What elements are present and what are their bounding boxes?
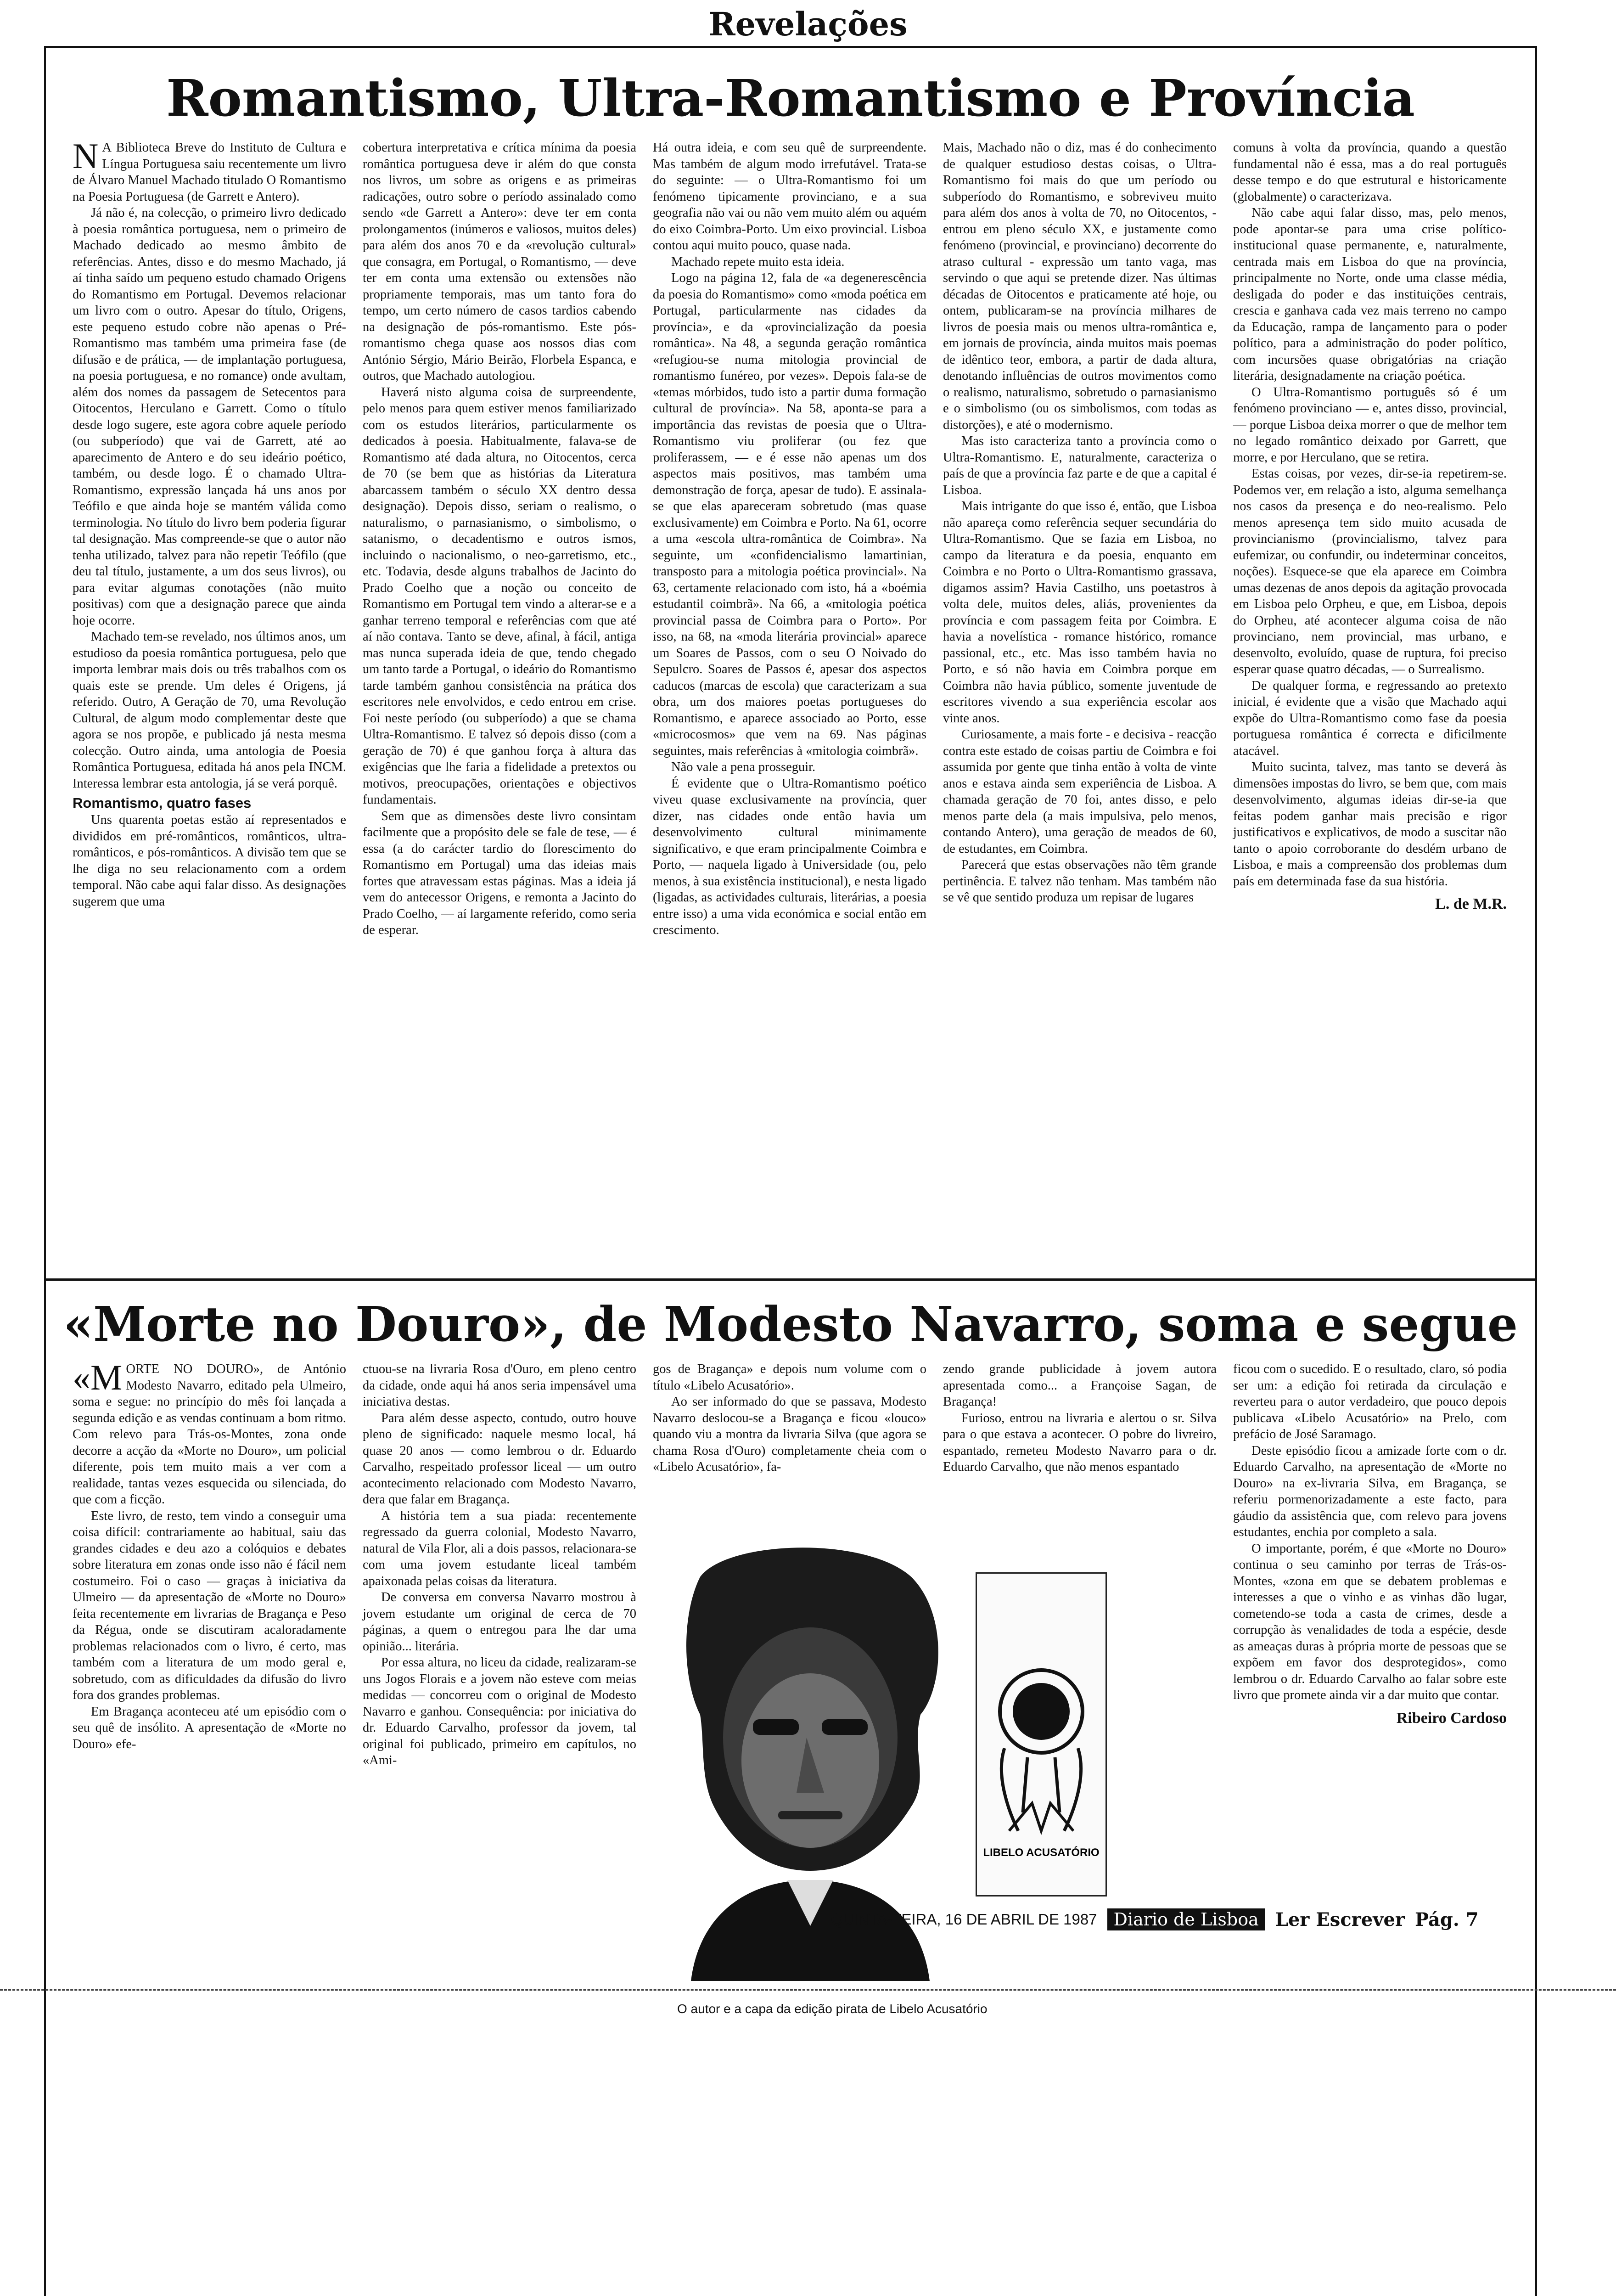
page-number: Pág. 7 [1414,1908,1479,1930]
newspaper-logo: Diario de Lisboa [1107,1908,1265,1930]
article2-headline: «Morte no Douro», de Modesto Navarro, soma e segue [63,1296,1518,1352]
paragraph: Há outra ideia, e com seu quê de surpreendente. Mas também de algum modo irrefutável. Trata-se do seguinte: — o Ultra-Romantismo foi um fenómeno tipicamente provinciano, e a sua geografia não vai ou não vem muito além ou aquém do eixo Coimbra-Porto. Um eixo provincial. Lisboa contou aqui muito pouco, quase nada. [653,141,926,253]
article2-column [1225,1361,1515,2211]
paragraph: De conversa em conversa Navarro mostrou à jovem estudante um original de cerca de 70 páginas, a quem o entregou para lhe dar uma opinião... literária. [363,1590,636,1654]
paragraph: Parecerá que estas observações não têm grande pertinência. E talvez não tenham. Mas também não se vê que sentido produza um repisar de lugares [943,858,1217,905]
paragraph: Já não é, na colecção, o primeiro livro dedicado à poesia romântica portuguesa, nem o primeiro de Machado dedicado ao mesmo âmbito de referências. Antes, disso e do mesmo Machado, já aí tinha saído um pequeno estudo chamado Origens do Romantismo em Portugal. Devemos relacionar um livro com o outro. Apesar do título, Origens, este pequeno estudo cobre não apenas o Pré-Romantismo mas também uma primeira fase (de difusão e de prática, — de implantação portuguesa, na poesia portuguesa, e no romance) onde avultam, além dos nomes da passagem de Setecentos para Oitocentos, Herculano e Garrett. Como o título desde logo sugere, este agora cobre aquele período (ou subperíodo) que vai de Garrett, até ao aparecimento de Antero e do seu ideário poético, também, ou desde logo. É o chamado Ultra-Romantismo, expressão lançada há uns anos por Teófilo e que ainda hoje se mantém válida como terminologia. No título do livro bem poderia figurar tal designação. Mas compreende-se que o autor não tenha utilizado, talvez para não repetir Teófilo (que deu tal título, justamente, a um dos seus livros), ou para evitar algumas conotações (não muito positivas) com que a designação parece que ainda hoje ocorre. [73,206,346,628]
article1-columns [64,140,1515,1265]
article2-column [935,1361,1225,1517]
paragraph: Logo na página 12, fala de «a degenerescência da poesia do Romantismo» como «moda poética em Portugal, particularmente nas cidades da província», e da «provincialização da poesia romântica». Na 48, a segunda geração romântica «refugiou-se numa mitologia provincial de romantismo funéreo, por vezes». Depois fala-se de «temas mórbidos, tudo isto a partir duma formação cultural de província». Na 58, aponta-se para a importância das revistas de poesia que o Ultra-Romantismo viu proliferar (ou fez que proliferassem, — e é esse não apenas um dos aspectos mais positivos, mas também uma demonstração de força, apesar de tudo). E assinala-se que elas apareceram sobretudo (mas quase exclusivamente) em Coimbra e Porto. Na 61, ocorre a uma «escola ultra-romântica de Coimbra». Na seguinte, um «confidencialismo lamartinian, transposto para a mitologia poética provincial». Na 63, certamente relacionado com isto, há a «boémia estudantil coimbrã». Na 66, a «mitologia poética provincial passa de Coimbra para o Porto». Por isso, na 68, na «moda literária provincial» aparece um Soares de Passos, com o seu O Noivado do Sepulcro. Soares de Passos é, apesar dos aspectos caducos (marcas de escola) que caracterizam a sua obra, um dos maiores poetas portugueses do Romantismo, e aparece associado ao Porto, esse «microcosmos» que vem na 69. Nas páginas seguintes, mais referências à «mitologia coimbrã». [653,271,926,758]
paragraph: Deste episódio ficou a amizade forte com o dr. Eduardo Carvalho, na apresentação de «Morte no Douro» na ex-livraria Silva, em Bragança, se referiu pormenorizadamente a este facto, para gáudio da assistência que, com relevo para jovens estudantes, enchia por completo a sala. [1233,1443,1507,1539]
article1-column [64,140,354,1265]
paragraph: Mais intrigante do que isso é, então, que Lisboa não apareça como referência sequer secundária do Ultra-Romantismo. Que se fazia em Lisboa, no campo da literatura e da poesia, enquanto em Coimbra e no Porto o Ultra-Romantismo grassava, digamos assim? Havia Castilho, uns poetastros à volta dele, muitos deles, aliás, provenientes da província e com passagem feita por Coimbra. E havia a novelística - romance histórico, romance passional, etc., etc. Mas isso também havia no Porto, e só não havia em Coimbra porque em Coimbra não havia público, somente juventude de escritores vivendo a sua experiência escolar aos vinte anos. [943,499,1217,726]
footer-date: QUINTA-FEIRA, 16 DE ABRIL DE 1987 [831,1911,1097,1928]
article2-column [64,1361,354,2211]
drop-cap: «M [73,1361,123,1397]
paragraph: Em Bragança aconteceu até um episódio com o seu quê de insólito. A apresentação de «Morte no Douro» efe- [73,1704,346,1751]
paragraph-with-dropcap [73,1361,346,1508]
paragraph: Machado repete muito esta ideia. [671,254,845,269]
article2-column [354,1361,645,2211]
paragraph: Furioso, entrou na livraria e alertou o sr. Silva para o que estava a acontecer. O pobre do livreiro, espantado, remeteu Modesto Navarro para o dr. Eduardo Carvalho, que não menos espantado [943,1411,1217,1474]
paragraph: comuns à volta da província, quando a questão fundamental não é essa, mas a do real português desse tempo e do que estrutural e historicamente (globalmente) o caracterizava. [1233,141,1507,204]
article1-column [935,140,1225,1265]
paragraph: cobertura interpretativa e crítica mínima da poesia romântica portuguesa deve ir além do que consta nos livros, um sobre as origens e as primeiras radicações, outro sobre o período assinalado como sendo «de Garrett a Antero»: deve ter em conta prolongamentos (inúmeros e valiosos, muitos deles) para além dos anos 70 e da «revolução cultural» que consagra, em Portugal, o Romantismo, — deve ter em conta uma extensão ou extensões não propriamente temporais, mas um tanto fora do tempo, um certo número de casos tardios cabendo na designação de pós-romantismo. Este pós-romantismo chega quase aos nossos dias com António Sérgio, Mário Beirão, Florbela Espanca, e outros, que Machado autologiou. [363,141,636,383]
page-footer [831,1906,1479,1933]
paragraph: Ao ser informado do que se passava, Modesto Navarro deslocou-se a Bragança e ficou «louco» quando viu a montra da livraria Silva (que agora se chama Rosa d'Ouro) completamente cheia com o «Libelo Acusatório», fa- [653,1395,926,1474]
paragraph: A Biblioteca Breve do Instituto de Cultura e Língua Portuguesa saiu recentemente um livro de Álvaro Manuel Machado titulado O Romantismo na Poesia Portuguesa (de Garrett e Antero). [73,141,346,204]
paragraph: O Ultra-Romantismo português só é um fenómeno provinciano — e, antes disso, provincial, — porque Lisboa deixa morrer o que de melhor tem no legado romântico deixado por Garrett, que morre, e por Herculano, que se retira. [1233,385,1507,465]
photo-caption: O autor e a capa da edição pirata de Libelo Acusatório [677,2002,988,2016]
paragraph: ctuou-se na livraria Rosa d'Ouro, em pleno centro da cidade, onde aqui há anos seria impensável uma iniciativa destas. [363,1362,636,1409]
paragraph: De qualquer forma, e regressando ao pretexto inicial, é evidente que a visão que Machado aqui expõe do Ultra-Romantismo como fase da poesia portuguesa romântica é correcta e dificilmente atacável. [1233,678,1507,758]
article1-column [354,140,645,1265]
paragraph: zendo grande publicidade à jovem autora apresentada como... a Françoise Sagan, de Bragança! [943,1362,1217,1409]
article-romantismo [44,46,1537,1280]
paragraph: É evidente que o Ultra-Romantismo poético viveu quase exclusivamente na província, quer dizer, nas cidades onde então havia um desenvolvimento cultural minimamente significativo, e que eram principalmente Coimbra e Porto, — naquela ligado à Universidade (ou, pelo menos, à sua existência institucional), e nesta ligado (ligadas, as actividades culturais, literárias, a poesia entre isso) a uma vida económica e social então em crescimento. [653,776,926,937]
article1-column [645,140,935,1265]
paragraph: Haverá nisto alguma coisa de surpreendente, pelo menos para quem estiver menos familiarizado com os estudos literários, particularmente os dedicados à poesia. Habitualmente, falava-se de Romantismo até dada altura, no Oitocentos, cerca de 70 (se bem que as histórias da Literatura abarcassem também o século XX dentro dessa designação). Depois disso, seriam o realismo, o naturalismo, o parnasianismo, o simbolismo, o satanismo, o decadentismo e outros ismos, incluindo o nacionalismo, o neo-garretismo, etc., etc. Todavia, desde alguns trabalhos de Jacinto do Prado Coelho que a noção ou conceito de Romantismo em Portugal tem vindo a alterar-se e a ganhar terreno temporal e referências com que até aí não contava. Tanto se deve, afinal, à fácil, antiga mas nunca superada ideia de que, tendo chegado um tanto tarde a Portugal, o ideário do Romantismo tarde também ganhou consistência na prática dos escritores nele envolvidos, e cedo entrou em crise. Foi neste período (ou subperíodo) a que se chama Ultra-Romantismo. E talvez só depois disso (com a geração de 70) é que ganhou força à altura das exigências que lhe faria a fidelidade a pretextos ou motivos, preocupações, orientações e objectivos fundamentais. [363,385,636,807]
paragraph: Para além desse aspecto, contudo, outro houve pleno de significado: naquele mesmo local, há quase 20 anos — como lembrou o dr. Eduardo Carvalho, respeitado professor liceal — um outro acontecimento relacionado com Modesto Navarro, dera que falar em Bragança. [363,1411,636,1507]
author-signature: L. de M.R. [1435,895,1507,912]
paragraph: ficou com o sucedido. E o resultado, claro, só podia ser um: a edição foi retirada da circulação e reverteu para o autor verdadeiro, que pouco depois publicava «Libelo Acusatório» na Prelo, com prefácio de José Saramago. [1233,1362,1507,1441]
paragraph: Uns quarenta poetas estão aí representados e divididos em pré-românticos, românticos, ultra-românticos, e pós-românticos. A divisão tem que se lhe diga no seu relacionamento com a ordem temporal. Não cabe aqui falar disso. As designações sugerem que uma [73,813,346,909]
paragraph-with-dropcap [73,140,346,205]
author-signature: Ribeiro Cardoso [1396,1709,1507,1727]
paragraph: Machado tem-se revelado, nos últimos anos, um estudioso da poesia romântica portuguesa, pelo que importa lembrar mais dois ou três trabalhos com os quais este se prende. Um deles é Origens, já referido. Outro, A Geração de 70, uma Revolução Cultural, de algum modo complementar deste que agora se nos propõe, e publicado já nesta mesma colecção. Outro ainda, uma antologia de Poesia Romântica Portuguesa, editada há anos pela INCM. Interessa lembrar esta antologia, já se verá porquê. [73,630,346,791]
paragraph: Não cabe aqui falar disso, mas, pelo menos, pode apontar-se para uma crise político-institucional quase permanente, e, naturalmente, centrada mais em Lisboa do que na província, principalmente no Norte, onde uma classe média, desligada do poder e das instituições centrais, crescia e ganhava cada vez mais terreno no campo da Educação, rampa de lançamento para o poder político, para a administração do poder político, com incursões quase obrigatórias na criação literária, designadamente na criação poética. [1233,206,1507,383]
paragraph: Sem que as dimensões deste livro consintam facilmente que a propósito dele se fale de tese, — é essa (a do carácter tardio do florescimento do Romantismo em Portugal) uma das ideias mais fortes que atravessam estas páginas. Mas a ideia já vem do antecessor Origens, e remonta a Jacinto do Prado Coelho, — aí largamente referido, como seria de esperar. [363,809,636,937]
paragraph: O importante, porém, é que «Morte no Douro» continua o seu caminho por terras de Trás-os-Montes, «zona em que se debatem problemas e interesses a que o vinho e as vinhas dão lugar, cometendo-se toda a casta de crimes, desde a corrupção às venalidades de toda a espécie, desde as ameaças duras à própria morte de pessoas que se expõem em favor dos desprotegidos», como lembrou o dr. Eduardo Carvalho ao falar sobre este livro que promete ainda vir a dar muito que contar. [1233,1541,1507,1702]
paragraph: Mais, Machado não o diz, mas é do conhecimento de qualquer estudioso destas coisas, o Ultra-Romantismo foi mais do que um período ou subperíodo do Romantismo, e sobreviveu muito para além dos anos à volta de 70, no Oitocentos, - entrou em pleno século XX, e justamente como fenómeno (provincial, e provinciano) decorrente do atraso cultural - expressão um tanto vaga, mas servindo o que aqui se pretende dizer. Nas últimas décadas de Oitocentos e praticamente até hoje, ou ontem, publicaram-se na província milhares de livros de poesia mais ou menos ultra-romântica e, em jornais de província, ainda muitos mais poemas de idêntico teor, embora, a partir de dada altura, denotando influências de outros movimentos como o realismo, naturalismo, sobretudo o parnasianismo e o simbolismo (ou os simbolismos, com todas as distorções), e até o modernismo. [943,141,1217,432]
footer-section: Ler Escrever [1275,1908,1405,1930]
subheading: Romantismo, quatro fases [73,795,252,811]
section-title: Revelações [708,5,908,43]
paragraph: Por essa altura, no liceu da cidade, realizaram-se uns Jogos Florais e a jovem não esteve com meias medidas — concorreu com o original de Modesto Navarro e ganhou. Consequência: por iniciativa do dr. Eduardo Carvalho, professor da jovem, tal original foi publicado, primeiro em capítulos, no «Ami- [363,1655,636,1767]
paragraph: Muito sucinta, talvez, mas tanto se deverá às dimensões impostas do livro, se bem que, com mais desenvolvimento, algumas ideias dir-se-ia que feitas podem ganhar mais precisão e rigor justificativos e explicativos, de modo a suscitar não tanto o apoio corroborante do desdém urbano de Lisboa, e mais a compreensão dos problemas dum país em determinada fase da sua história. [1233,760,1507,889]
article-morte-no-douro [44,1279,1537,2296]
article2-column [645,1361,935,1517]
page-edge-rule [0,1989,1616,1991]
drop-cap: N [73,140,99,176]
paragraph: Não vale a pena prosseguir. [671,760,816,774]
article1-headline: Romantismo, Ultra-Romantismo e Província [166,68,1415,128]
paragraph: Mas isto caracteriza tanto a província como o Ultra-Romantismo. E, naturalmente, caracteriza o país de que a província faz parte e de que a capital é Lisboa. [943,434,1217,497]
article1-column [1225,140,1515,1265]
paragraph: Curiosamente, a mais forte - e decisiva - reacção contra este estado de coisas partiu de Coimbra e foi assumida por gente que tinha então à volta de vinte anos e estava ainda sem experiência de Lisboa. A chamada geração de 70 foi, antes disso, e pelo menos parte dela (a mais impulsiva, pelo menos, contando Antero), uma geração de meados de 60, de estudantes, em Coimbra. [943,727,1217,856]
paragraph: A história tem a sua piada: recentemente regressado da guerra colonial, Modesto Navarro, natural de Vila Flor, ali a dois passos, relacionara-se com uma jovem estudante liceal também apaixonada pelas coisas da literatura. [363,1508,636,1588]
paragraph: ORTE NO DOURO», de António Modesto Navarro, editado pela Ulmeiro, soma e segue: no princípio do mês foi lançada a segunda edição e as vendas continuam a bom ritmo. Com relevo para Trás-os-Montes, zona onde decorre a acção da «Morte no Douro», um policial diferente, pois tem muito mais a ver com a realidade, tantas vezes esquecida ou silenciada, do que com a ficção. [73,1362,346,1507]
book-cover-libelo [976,1572,1107,1896]
paragraph: Estas coisas, por vezes, dir-se-ia repetirem-se. Podemos ver, em relação a isto, alguma semelhança nos casos da presença e do neo-realismo. Pelo menos apresença tem sido muito acusada de provincianismo (provincialismo, talvez para eufemizar, ou confundir, ou indeterminar conceitos, noções). Esquece-se que ela aparece em Coimbra umas dezenas de anos depois da agitação provocada em Lisboa pelo Orpheu, e que, em Lisboa, depois do Orpheu, até acontecer alguma coisa de não provinciano, nem provincial, mas urbano, e desenvolto, evoluído, quase de ruptura, foi preciso esperar quase quatro décadas, — o Surrealismo. [1233,467,1507,676]
paragraph: gos de Bragança» e depois num volume com o título «Libelo Acusatório». [653,1362,926,1393]
paragraph: Este livro, de resto, tem vindo a conseguir uma coisa difícil: contrariamente ao habitual, saiu das grandes cidades e deu azo a colóquios e debates sobre literatura em zonas onde isso não é fácil nem costumeiro. Foi o caso — graças à iniciativa da Ulmeiro — da apresentação de «Morte no Douro» feita recentemente em livrarias de Bragança e Peso da Régua, onde se discutiram acaloradamente problemas relacionados com o livro, é certo, mas também com a literatura de um modo geral e, sobretudo, com as dificuldades da difusão do livro fora dos grandes problemas. [73,1508,346,1702]
cover-title: LIBELO ACUSATÓRIO [983,1846,1100,1859]
